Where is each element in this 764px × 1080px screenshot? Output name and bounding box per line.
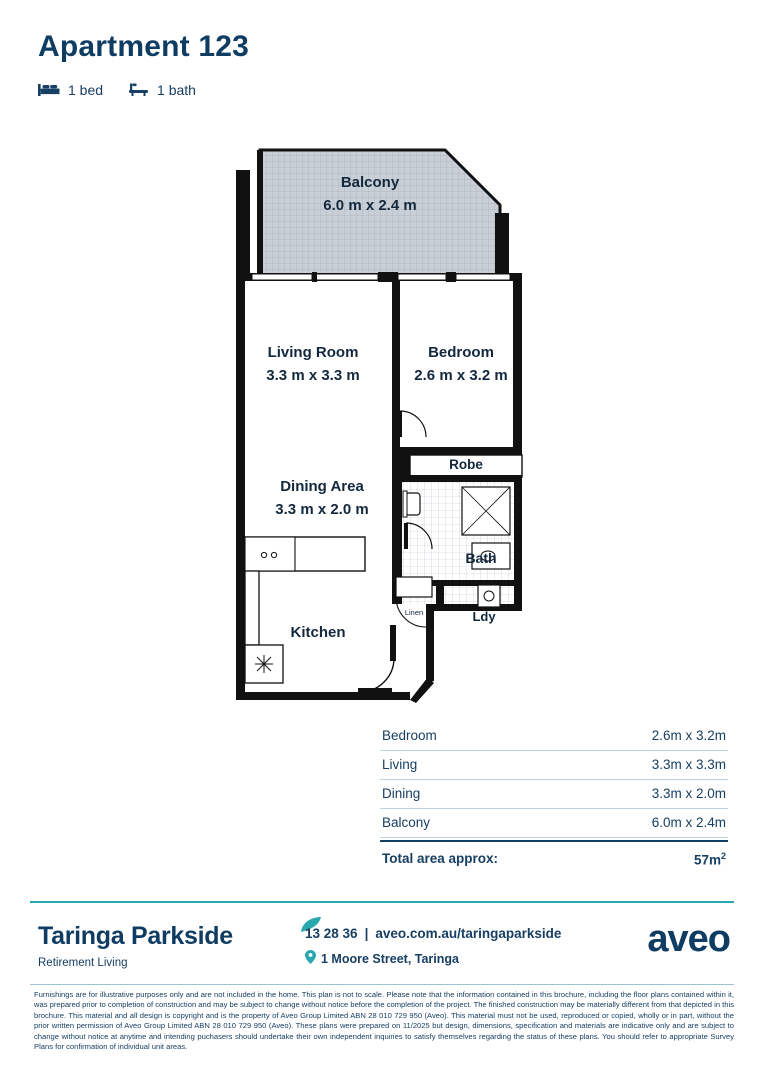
svg-text:Robe: Robe <box>449 457 483 472</box>
footer-divider-top <box>30 901 734 903</box>
svg-text:Dining Area: Dining Area <box>280 478 364 495</box>
table-row <box>380 780 728 809</box>
svg-text:Linen: Linen <box>404 608 424 617</box>
schedule-label: Bedroom <box>382 728 437 743</box>
schedule-label: Living <box>382 757 418 772</box>
total-area-unit-sup: 2 <box>720 851 726 861</box>
svg-text:6.0 m x 2.4 m: 6.0 m x 2.4 m <box>323 197 417 214</box>
spec-bath <box>129 82 196 98</box>
spec-bed <box>38 82 103 98</box>
location-pin-icon <box>305 950 316 967</box>
footer-divider-bottom <box>30 984 734 985</box>
spec-bath-label: 1 bath <box>157 82 196 98</box>
spec-bed-label: 1 bed <box>68 82 104 98</box>
disclaimer-text: Furnishings are for illustrative purposes only and are not included in the home. This plan is not to scale. Please note that the information contained in this brochure, including the floor plans contained within it, was prepared prior to completion of construction and may be subject to change without notice before the completion of the project. The finished construction may be materially different from that depicted in this brochure. This material and all design is copyright and is the property of Aveo Group Limited ABN 28 010 729 950 (Aveo). This material must not be used, reproduced or copied, wholly or in part, without the prior written permission of Aveo Group Limited ABN 28 010 729 950 (Aveo). These plans were prepared on 11/2025 but design, dimensions, specification and materials are indicative only and are subject to change without notice at anytime and intending puchasers should undertake their own independent inquiries to satisfy themselves regarding the status of these plans. You should refer to appropriate Survey Plans for confirmation of individual unit areas. <box>34 990 734 1052</box>
svg-text:Ldy: Ldy <box>472 609 496 624</box>
bed-icon <box>38 82 60 98</box>
schedule-value: 6.0m x 2.4m <box>651 815 726 830</box>
schedule-label: Dining <box>382 786 421 801</box>
svg-text:Bath: Bath <box>465 550 497 566</box>
total-area-value <box>694 851 726 868</box>
svg-text:Kitchen: Kitchen <box>290 624 346 641</box>
website-link[interactable]: aveo.com.au/taringaparkside <box>375 926 562 941</box>
aveo-logo: aveo <box>647 918 730 960</box>
contact-separator: | <box>364 926 369 941</box>
schedule-label: Balcony <box>382 815 431 830</box>
svg-text:Living Room: Living Room <box>267 344 359 361</box>
brand-block <box>38 922 233 969</box>
table-row <box>380 809 728 838</box>
street-address: 1 Moore Street, Taringa <box>321 951 459 966</box>
svg-text:3.3 m x 2.0 m: 3.3 m x 2.0 m <box>275 501 369 518</box>
phone-number[interactable]: 13 28 36 <box>305 926 358 941</box>
bath-icon <box>129 82 149 98</box>
floorplan-drawing <box>200 125 620 715</box>
brand-name: Taringa Parkside <box>38 922 233 950</box>
table-row <box>380 722 728 751</box>
schedule-value: 3.3m x 2.0m <box>651 786 726 801</box>
svg-text:Bedroom: Bedroom <box>428 344 494 361</box>
property-specs <box>38 82 196 98</box>
page-title: Apartment 123 <box>38 30 250 63</box>
total-area-row <box>380 840 728 872</box>
area-schedule <box>380 722 728 872</box>
svg-text:Balcony: Balcony <box>340 174 400 191</box>
contact-block <box>305 926 561 967</box>
total-area-label: Total area approx: <box>382 851 499 866</box>
brand-subtitle: Retirement Living <box>38 957 128 969</box>
svg-text:2.6 m x 3.2 m: 2.6 m x 3.2 m <box>414 367 508 384</box>
total-area-number: 57m <box>693 852 721 868</box>
schedule-value: 2.6m x 3.2m <box>651 728 726 743</box>
svg-text:3.3 m x 3.3 m: 3.3 m x 3.3 m <box>266 367 360 384</box>
table-row <box>380 751 728 780</box>
schedule-value: 3.3m x 3.3m <box>651 757 726 772</box>
